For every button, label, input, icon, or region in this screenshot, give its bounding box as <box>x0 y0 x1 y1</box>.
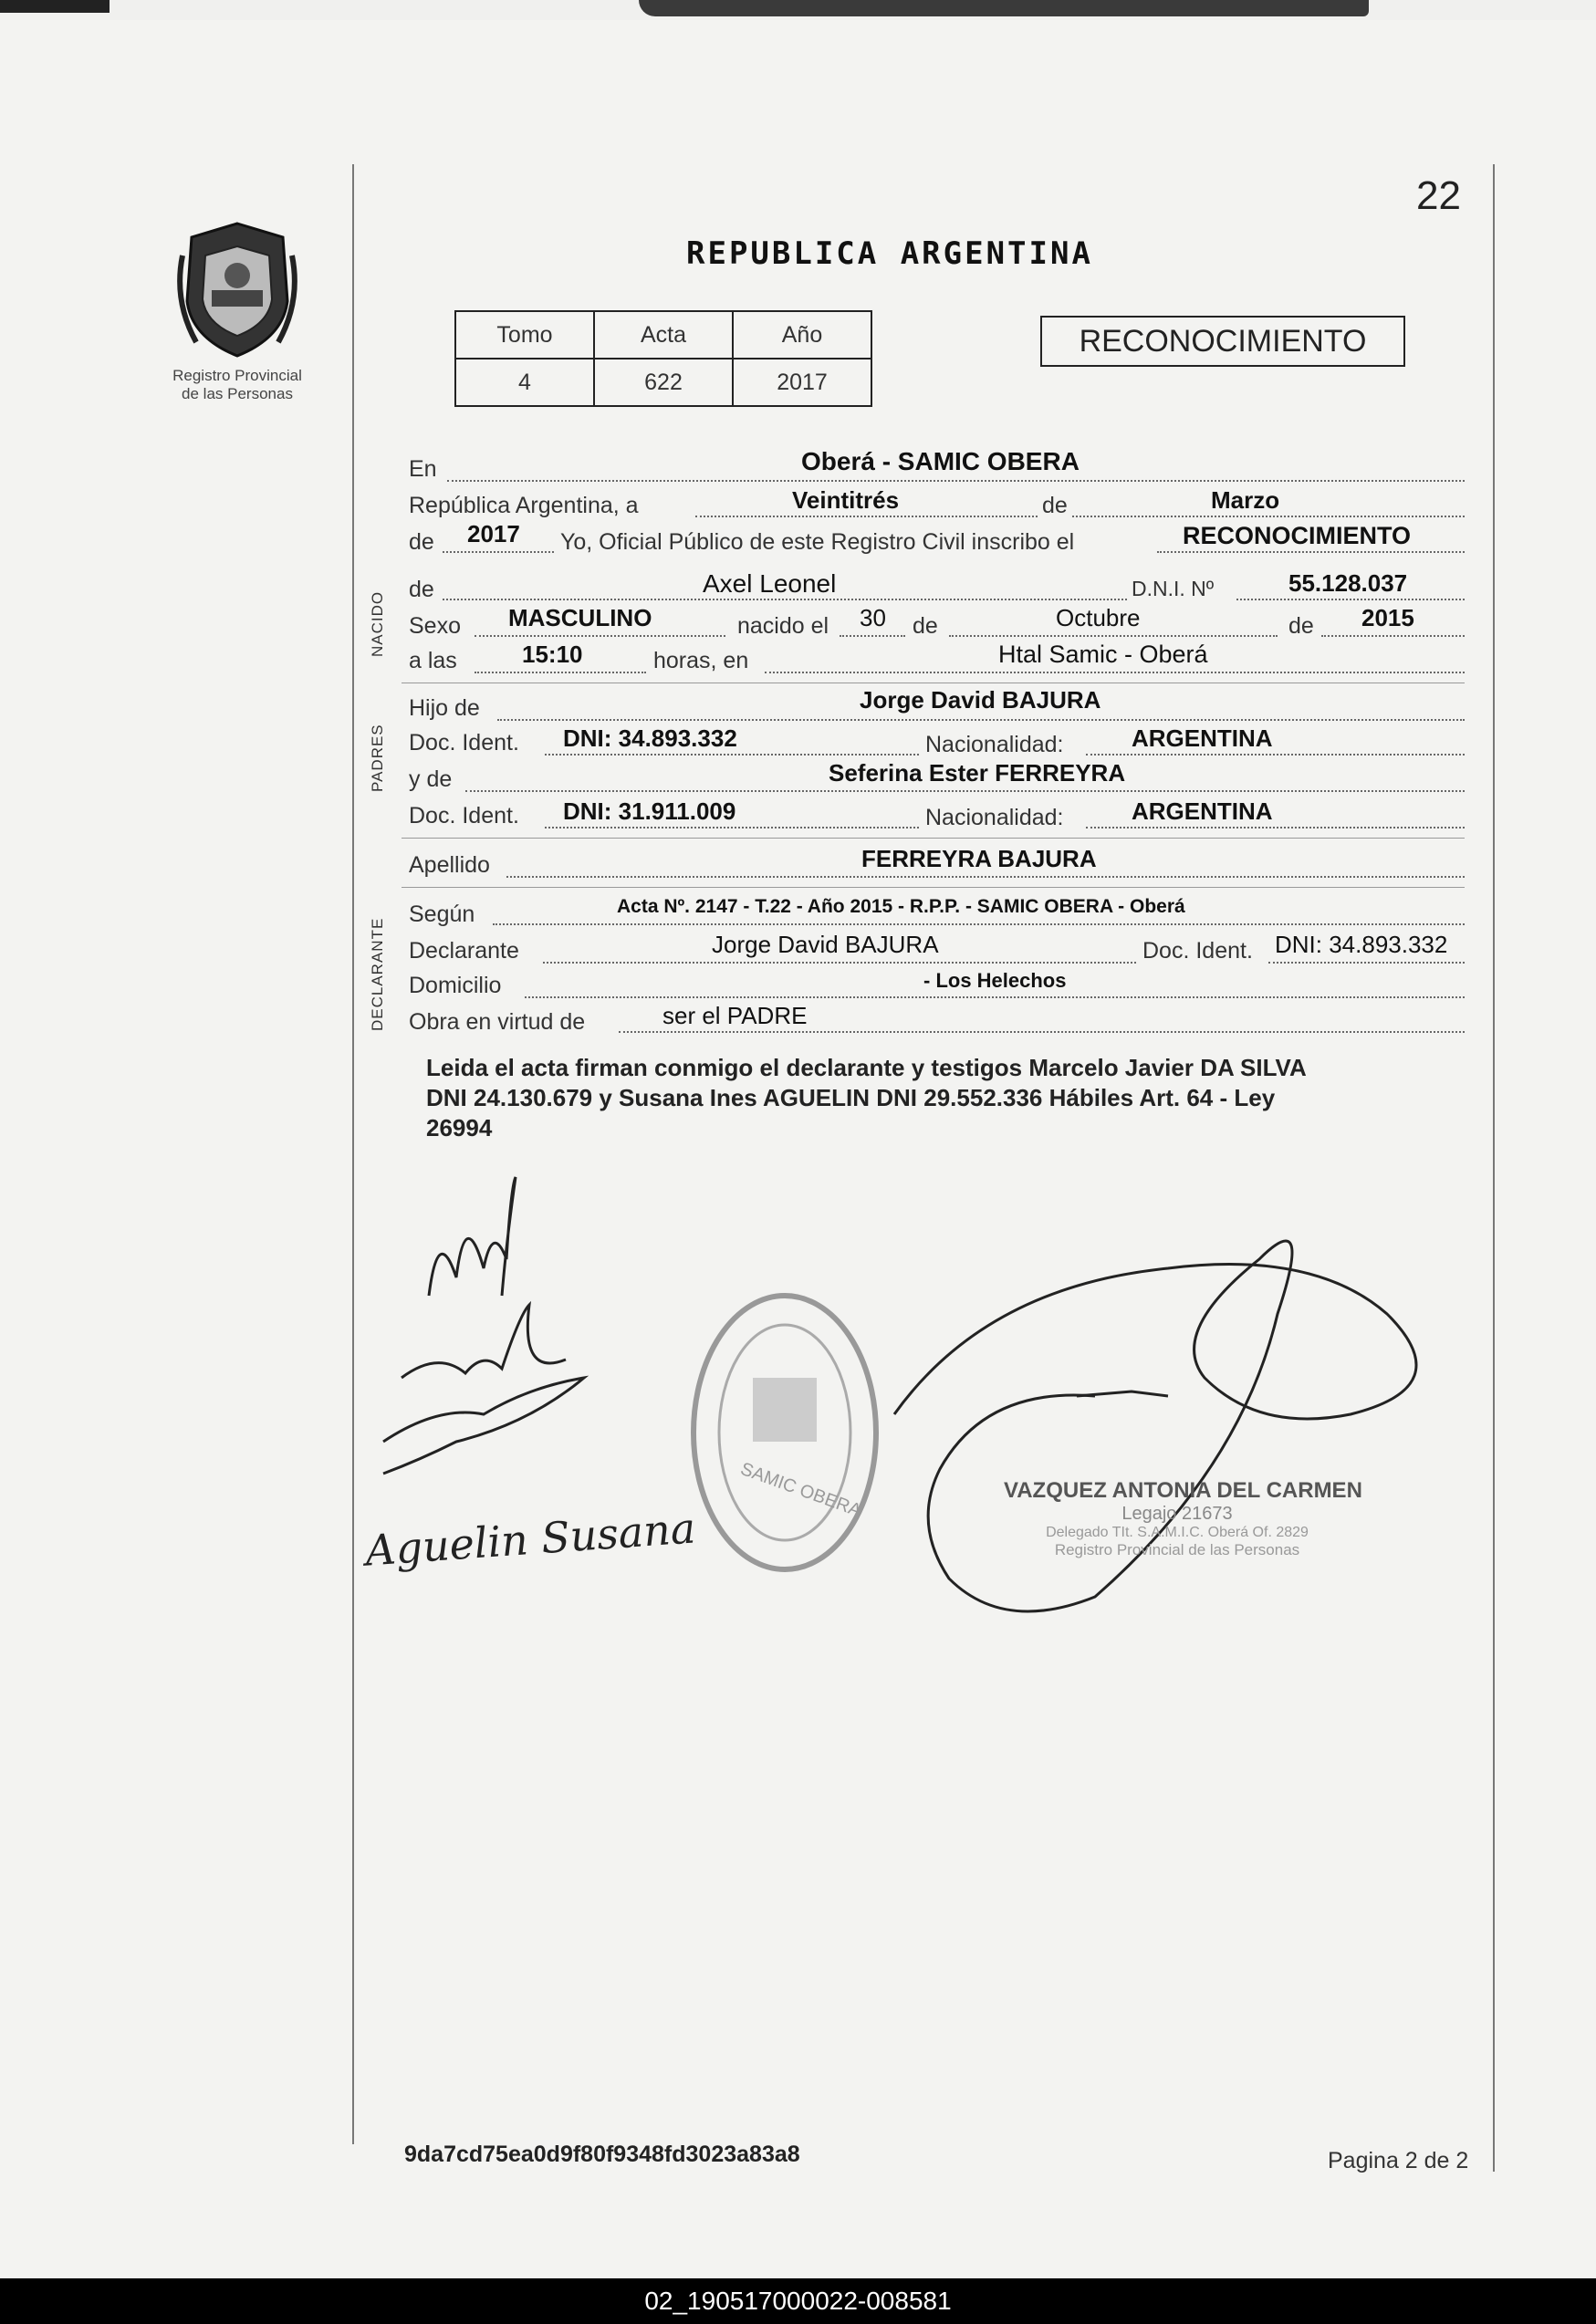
signature-scribble <box>383 1378 584 1474</box>
dotted-line <box>543 962 1136 964</box>
label-sexo: Sexo <box>409 613 461 639</box>
dotted-line <box>506 876 1465 878</box>
field-madre: Seferina Ester FERREYRA <box>829 759 1126 787</box>
table-cell-anio: 2017 <box>733 359 871 406</box>
label-doc-ident: Doc. Ident. <box>1142 938 1253 964</box>
closing-text <box>426 1053 1307 1143</box>
closing-line: Leida el acta firman conmigo el declarante y testigos Marcelo Javier DA SILVA <box>426 1054 1307 1081</box>
field-nombre: Axel Leonel <box>703 569 837 598</box>
stamp-line: VAZQUEZ ANTONIA DEL CARMEN <box>1004 1478 1362 1503</box>
field-sexo: MASCULINO <box>508 604 652 631</box>
page-number: 22 <box>1416 173 1461 218</box>
closing-line: DNI 24.130.679 y Susana Ines AGUELIN DNI 29.552.336 Hábiles Art. 64 - Ley <box>426 1084 1276 1111</box>
dotted-line <box>443 599 1127 600</box>
field-declarante-doc: DNI: 34.893.332 <box>1275 931 1448 958</box>
dotted-line <box>1321 635 1465 637</box>
scan-id-bar <box>0 2278 1596 2324</box>
label-nacionalidad: Nacionalidad: <box>925 805 1064 830</box>
dotted-line <box>840 635 905 637</box>
dotted-line <box>525 996 1465 998</box>
dotted-line <box>493 923 1465 925</box>
label-de: de <box>409 529 434 555</box>
stamp-line: Delegado TIt. S.A.M.I.C. Oberá Of. 2829 <box>1046 1525 1309 1540</box>
signatures-area <box>347 1168 1570 1679</box>
field-lugar: Oberá - SAMIC OBERA <box>801 447 1080 475</box>
dotted-line <box>1086 827 1465 829</box>
field-madre-nac: ARGENTINA <box>1132 797 1273 825</box>
table-header-anio: Año <box>733 311 871 359</box>
province-seal-icon <box>173 219 301 360</box>
label-obra: Obra en virtud de <box>409 1009 586 1035</box>
dotted-line <box>447 480 1465 482</box>
field-obra: ser el PADRE <box>662 1002 808 1029</box>
field-dni: 55.128.037 <box>1288 569 1408 597</box>
logo-caption-line2: de las Personas <box>182 385 293 402</box>
dotted-line <box>465 790 1465 792</box>
field-lugar-nac: Htal Samic - Oberá <box>998 641 1208 668</box>
field-padre-nac: ARGENTINA <box>1132 724 1273 752</box>
label-en: En <box>409 456 437 482</box>
left-margin-line <box>352 164 354 2144</box>
label-de: de <box>1042 493 1068 518</box>
dotted-line <box>619 1031 1465 1033</box>
table-cell-acta: 622 <box>594 359 733 406</box>
dotted-line <box>545 754 919 756</box>
closing-line: 26994 <box>426 1114 493 1141</box>
scan-top-edge <box>0 0 1596 20</box>
logo-caption-line1: Registro Provincial <box>172 367 302 384</box>
label-apellido: Apellido <box>409 852 490 878</box>
scan-shadow <box>0 0 110 13</box>
side-label-padres: PADRES <box>369 724 386 792</box>
label-de: de <box>1288 613 1314 639</box>
pagination: Pagina 2 de 2 <box>1328 2148 1469 2173</box>
stamp-line: Legajo 21673 <box>1121 1504 1233 1524</box>
handwritten-signature: Aguelin Susana <box>363 1503 697 1576</box>
signature-scribble <box>429 1177 516 1296</box>
dotted-line <box>949 635 1278 637</box>
label-de: de <box>913 613 938 639</box>
side-label-declarante: DECLARANTE <box>369 917 386 1031</box>
field-hora: 15:10 <box>522 641 583 668</box>
field-domicilio: - Los Helechos <box>923 969 1067 992</box>
field-segun: Acta Nº. 2147 - T.22 - Año 2015 - R.P.P. - SAMIC OBERA - Oberá <box>617 896 1185 917</box>
field-nac-anio: 2015 <box>1361 604 1414 631</box>
dotted-line <box>1236 599 1465 600</box>
country-title: REPUBLICA ARGENTINA <box>686 235 1093 272</box>
table-cell-tomo: 4 <box>455 359 594 406</box>
field-dia: Veintitrés <box>792 486 900 514</box>
field-madre-doc: DNI: 31.911.009 <box>563 797 736 825</box>
field-padre: Jorge David BAJURA <box>860 686 1101 714</box>
label-doc-ident: Doc. Ident. <box>409 730 519 756</box>
field-apellido: FERREYRA BAJURA <box>861 845 1097 872</box>
record-table <box>454 310 872 407</box>
field-declarante: Jorge David BAJURA <box>712 931 939 958</box>
official-stamp <box>1004 1478 1362 1559</box>
section-divider <box>402 887 1465 888</box>
label-segun: Según <box>409 901 475 927</box>
field-anio: 2017 <box>467 520 520 547</box>
table-header-tomo: Tomo <box>455 311 594 359</box>
label-declarante: Declarante <box>409 938 519 964</box>
field-nac-dia: 30 <box>860 604 886 631</box>
label-oficial: Yo, Oficial Público de este Registro Civil inscribo el <box>560 529 1075 555</box>
stamp-line: Registro Provincial de las Personas <box>1054 1541 1300 1558</box>
dotted-line <box>545 827 919 829</box>
document-hash: 9da7cd75ea0d9f80f9348fd3023a83a8 <box>404 2142 800 2167</box>
dotted-line <box>1268 962 1465 964</box>
label-hijo-de: Hijo de <box>409 695 480 721</box>
label-horas-en: horas, en <box>653 648 749 673</box>
dotted-line <box>695 516 1038 517</box>
dotted-line <box>765 672 1465 673</box>
record-type-box: RECONOCIMIENTO <box>1040 316 1405 367</box>
label-nacido-el: nacido el <box>737 613 829 639</box>
dotted-line <box>475 635 725 637</box>
dotted-line <box>475 672 646 673</box>
label-dni: D.N.I. Nº <box>1132 577 1215 600</box>
logo-caption <box>146 367 329 403</box>
label-doc-ident: Doc. Ident. <box>409 803 519 829</box>
side-label-nacido: NACIDO <box>369 590 386 657</box>
label-nacionalidad: Nacionalidad: <box>925 732 1064 757</box>
signature-scribble <box>402 1305 566 1378</box>
table-header-acta: Acta <box>594 311 733 359</box>
scan-id: 02_190517000022-008581 <box>644 2287 952 2315</box>
label-a-las: a las <box>409 648 457 673</box>
field-nac-mes: Octubre <box>1056 604 1141 631</box>
field-tipo: RECONOCIMIENTO <box>1183 522 1412 549</box>
round-stamp-text: SAMIC OBERA <box>737 1458 864 1522</box>
dotted-line <box>1072 516 1465 517</box>
scan-shadow <box>639 0 1369 16</box>
label-y-de: y de <box>409 766 453 792</box>
field-mes: Marzo <box>1211 486 1280 514</box>
field-padre-doc: DNI: 34.893.332 <box>563 724 737 752</box>
section-divider <box>402 838 1465 839</box>
dotted-line <box>1086 754 1465 756</box>
dotted-line <box>497 719 1465 721</box>
dotted-line <box>443 551 554 553</box>
label-de: de <box>409 577 434 602</box>
label-domicilio: Domicilio <box>409 973 502 998</box>
label-republica: República Argentina, a <box>409 493 639 518</box>
dotted-line <box>1157 551 1465 553</box>
